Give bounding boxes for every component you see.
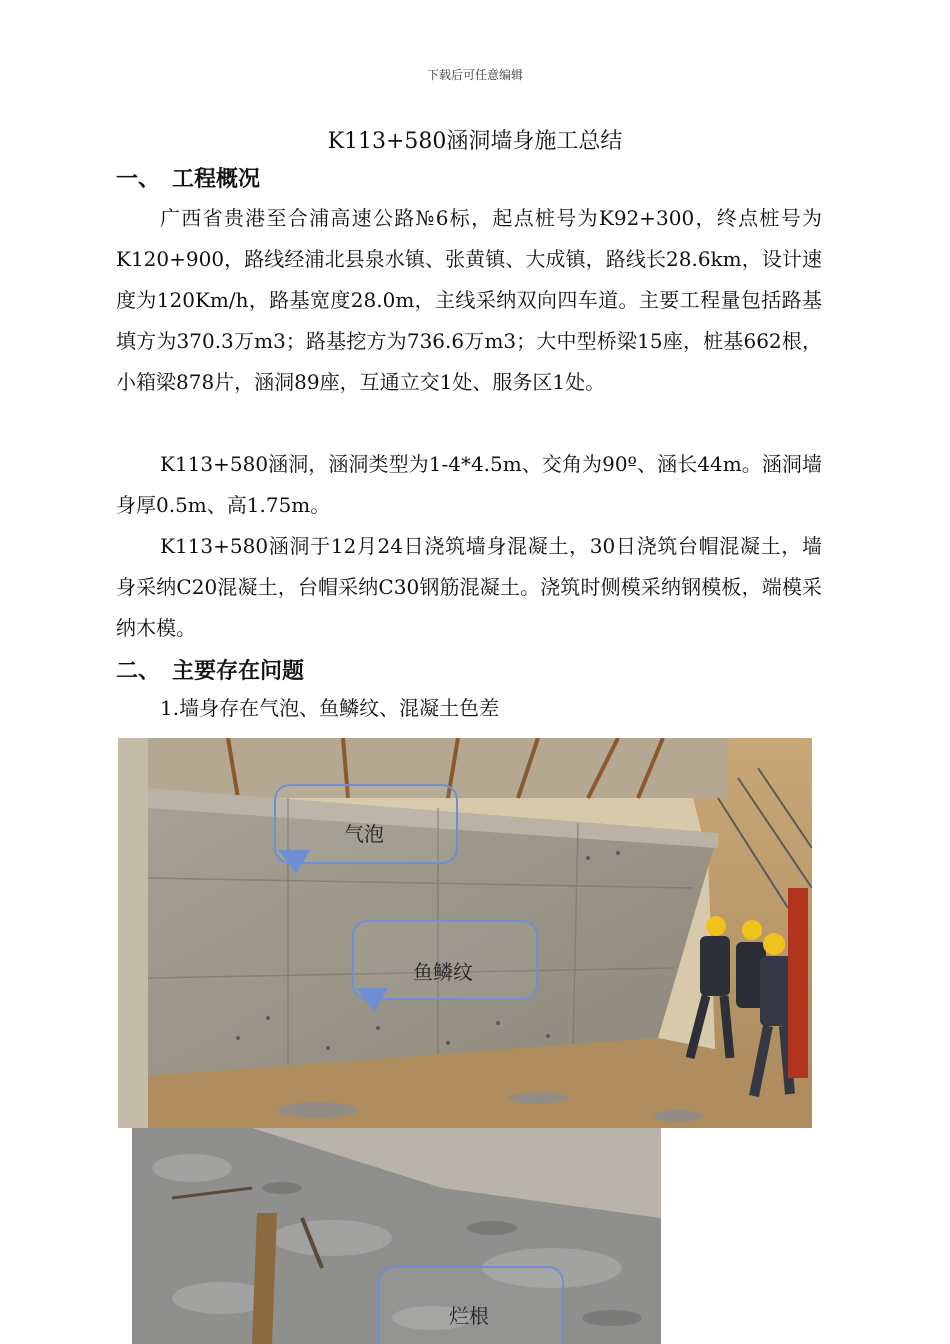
callout-tail: [278, 850, 310, 874]
section-number: 一、: [116, 167, 161, 192]
paragraph-overview: 广西省贵港至合浦高速公路№6标，起点桩号为K92+300，终点桩号为K120+900，路线经浦北县泉水镇、张黄镇、大成镇，路线长28.6km，设计速度为120Km/h，路基宽度28.0m，主线采纳双向四车道。主要工程量包括路基填方为370.3万m3；路基挖方为736.6万m3；大中型桥梁15座，桩基662根，小箱梁878片，涵洞89座，互通立交1处、服务区1处。: [116, 206, 822, 394]
paragraph-pouring: K113+580涵洞于12月24日浇筑墙身混凝土，30日浇筑台帽混凝土，墙身采纳C20混凝土，台帽采纳C30钢筋混凝土。浇筑时侧模采纳钢模板，端模采纳木模。: [116, 534, 822, 640]
section-heading-1: [116, 162, 260, 193]
section-title: 工程概况: [172, 167, 261, 192]
paragraph-culvert-spec: K113+580涵洞，涵洞类型为1-4*4.5m、交角为90º、涵长44m。涵洞墙身厚0.5m、高1.75m。: [116, 452, 822, 517]
section-heading-2: [116, 654, 304, 685]
callout-label-fish-scale: 鱼鳞纹: [413, 960, 473, 984]
problem-item-1: 1.墙身存在气泡、鱼鳞纹、混凝土色差: [160, 696, 500, 720]
wall-base-photo: [132, 1128, 661, 1344]
culvert-wall-photo: [118, 738, 812, 1128]
callout-label-bubbles: 气泡: [344, 822, 384, 846]
callout-tail: [356, 988, 388, 1012]
section-number: 二、: [116, 659, 161, 684]
section-title: 主要存在问题: [172, 659, 305, 684]
callout-label-rotten-root: 烂根: [449, 1304, 489, 1328]
header-note: 下载后可任意编辑: [426, 68, 523, 82]
document-title: K113+580涵洞墙身施工总结: [327, 129, 623, 154]
